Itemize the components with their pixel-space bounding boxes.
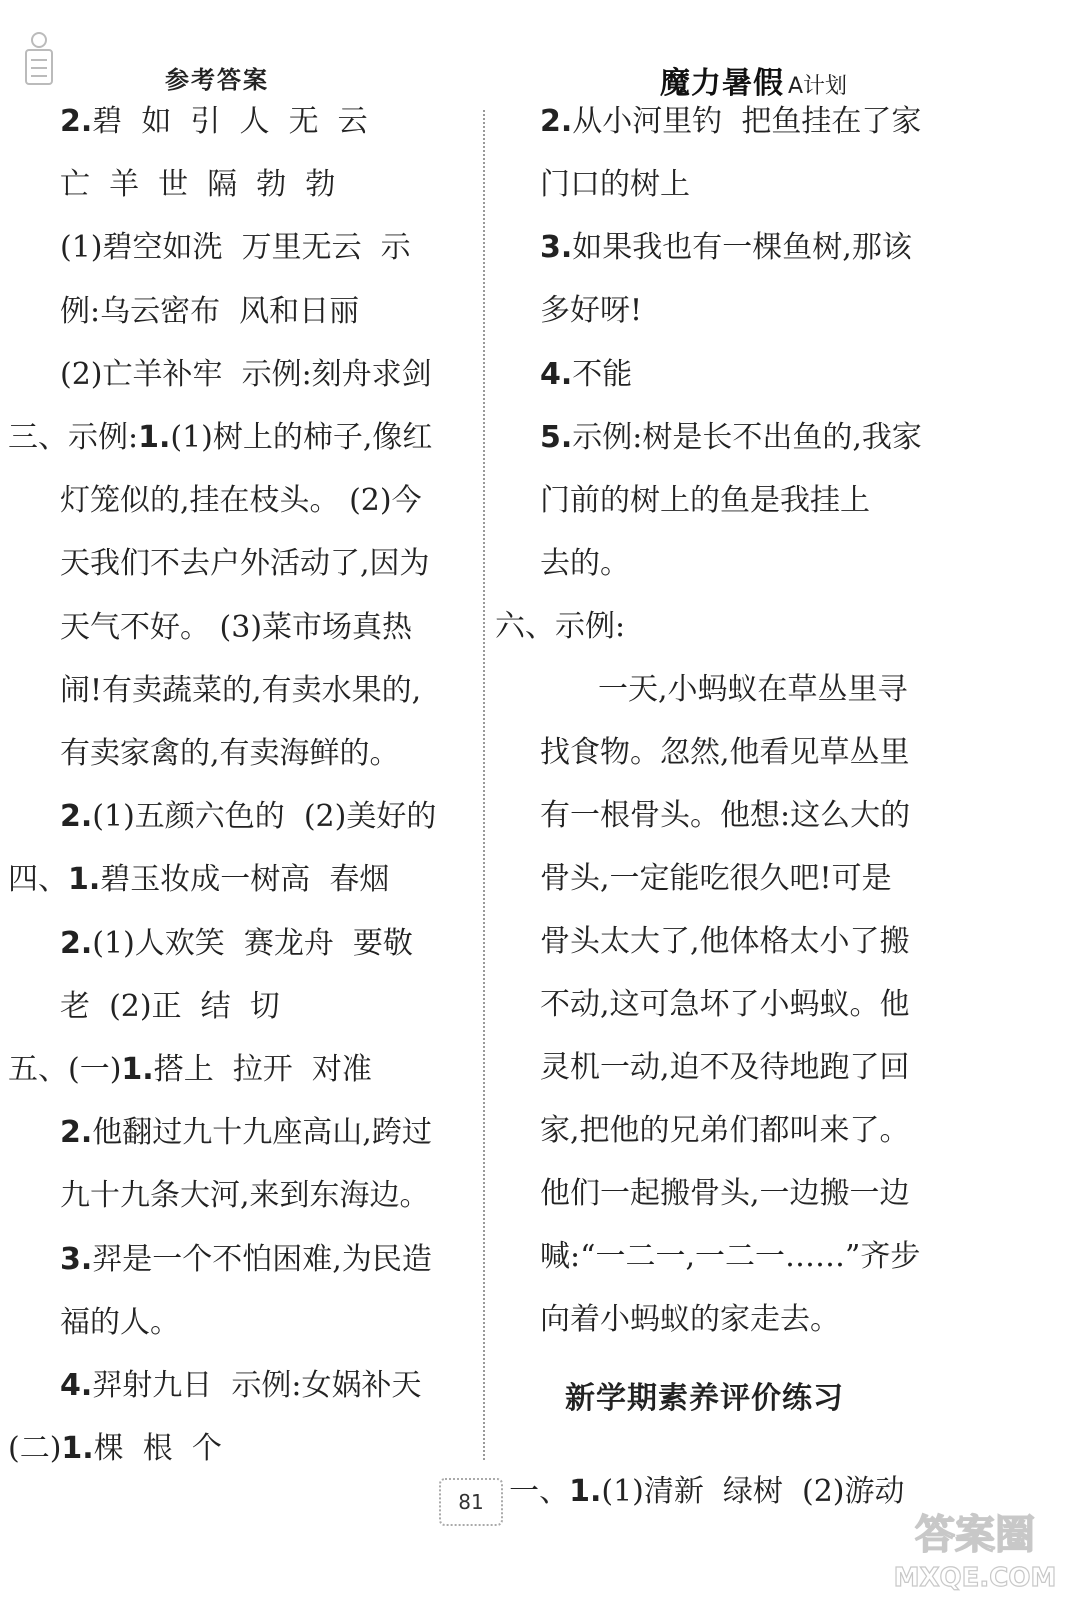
line-prefix: 四、 (8, 862, 68, 898)
answer-line (540, 1300, 840, 1340)
answer-text: 不动,这可急坏了小蚂蚁。他 (540, 987, 910, 1022)
answer-text: 例:乌云密布 风和日丽 (60, 293, 360, 329)
answer-text: 天气不好。 (3)菜市场真热 (60, 609, 413, 645)
answer-line (60, 165, 335, 205)
question-number: 1. (138, 420, 171, 455)
answer-text: 从小河里钓 把鱼挂在了家 (572, 104, 922, 139)
answer-line (60, 1176, 430, 1216)
question-number: 2. (60, 799, 93, 835)
answer-key-title: 参考答案 (165, 66, 269, 94)
answer-text: 老 (2)正 结 切 (60, 988, 280, 1024)
watermark-line1: 答案圈 (915, 1512, 1035, 1558)
line-prefix: 一、 (509, 1474, 570, 1509)
line-prefix: 五、(一) (8, 1052, 122, 1087)
answer-line (60, 1113, 432, 1153)
answer-text: (1)五颜六色的 (2)美好的 (92, 799, 437, 835)
brand-name: 魔力暑假 (660, 66, 784, 101)
answer-line (598, 670, 908, 710)
answer-line (60, 228, 411, 268)
answer-text: 他翻过九十九座高山,跨过 (92, 1115, 432, 1151)
answer-text: 羿射九日 示例:女娲补天 (92, 1368, 422, 1403)
brand-suffix: A计划 (788, 74, 848, 99)
question-number: 2. (540, 104, 573, 139)
answer-line (8, 418, 432, 458)
answer-line (540, 228, 912, 268)
answer-text: 闹!有卖蔬菜的,有卖水果的, (60, 672, 422, 708)
question-number: 1. (68, 862, 101, 898)
answer-text: 门口的树上 (540, 167, 690, 202)
answer-text: 天我们不去户外活动了,因为 (60, 546, 430, 582)
question-number: 3. (60, 1241, 93, 1277)
watermark-line2: MXQE.COM (893, 1563, 1057, 1593)
answer-line (540, 1048, 910, 1088)
answer-text: 棵 根 个 (93, 1431, 222, 1467)
answer-line (60, 608, 412, 648)
answer-text: (2)亡羊补牢 示例:刻舟求剑 (60, 356, 432, 392)
answer-line (540, 1111, 910, 1151)
answer-text: 亡 羊 世 隔 勃 勃 (60, 167, 336, 203)
answer-line (60, 924, 413, 964)
answer-line (60, 734, 400, 774)
answer-text: 他们一起搬骨头,一边搬一边 (540, 1176, 910, 1211)
answer-line (60, 544, 430, 584)
watermark-logo (875, 1500, 1075, 1595)
answer-line (540, 922, 910, 962)
question-number: 5. (540, 420, 573, 455)
answer-line (60, 671, 421, 711)
answer-line (8, 860, 389, 900)
book-logo-icon (22, 30, 56, 88)
answer-line (495, 607, 625, 647)
answer-text: 碧 如 引 人 无 云 (92, 104, 368, 139)
answer-line (60, 987, 280, 1027)
answer-text: 搭上 拉开 对准 (153, 1052, 372, 1087)
answer-text: 不能 (572, 357, 633, 392)
answer-text: 喊:“一二一,一二一……”齐步 (540, 1239, 921, 1274)
answer-text: 向着小蚂蚁的家走去。 (540, 1302, 840, 1337)
brand-title (660, 58, 847, 102)
answer-line (540, 733, 910, 773)
answer-text: 骨头太大了,他体格太小了搬 (540, 924, 910, 959)
answer-line (60, 355, 432, 395)
answer-line (60, 797, 436, 837)
answer-line (540, 985, 910, 1025)
answer-text: 去的。 (540, 546, 630, 581)
answer-line (540, 481, 870, 521)
line-prefix: (二) (8, 1431, 62, 1467)
answer-line (60, 1240, 432, 1280)
line-prefix: 六、示例: (495, 609, 626, 644)
question-number: 1. (569, 1474, 602, 1509)
answer-text: 碧玉妆成一树高 春烟 (100, 862, 390, 898)
answer-text: 示例:树是长不出鱼的,我家 (572, 420, 922, 455)
answer-text: 门前的树上的鱼是我挂上 (540, 483, 870, 518)
answer-text: 一天,小蚂蚁在草丛里寻 (598, 672, 908, 707)
column-divider (483, 110, 485, 1460)
question-number: 1. (61, 1431, 94, 1467)
answer-line (8, 1429, 222, 1469)
answer-line (540, 165, 690, 205)
answer-line (540, 102, 921, 142)
question-number: 4. (60, 1368, 93, 1403)
question-number: 4. (540, 357, 573, 392)
answer-text: 有卖家禽的,有卖海鲜的。 (60, 736, 400, 771)
answer-text: 九十九条大河,来到东海边。 (60, 1178, 430, 1214)
question-number: 2. (60, 1115, 93, 1151)
line-prefix: 三、示例: (8, 420, 139, 455)
answer-line (60, 292, 359, 332)
answer-text: 家,把他的兄弟们都叫来了。 (540, 1113, 910, 1148)
answer-line (60, 1366, 421, 1406)
section-title: 新学期素养评价练习 (565, 1381, 844, 1416)
answer-line (540, 859, 892, 899)
answer-line (60, 102, 368, 142)
answer-line (540, 291, 642, 331)
question-number: 2. (60, 925, 93, 961)
answer-line (540, 544, 630, 584)
answer-text: 如果我也有一棵鱼树,那该 (572, 230, 912, 265)
answer-line (60, 481, 422, 521)
answer-text: (1)碧空如洗 万里无云 示 (60, 230, 411, 266)
question-number: 1. (121, 1052, 154, 1087)
answer-text: 多好呀! (540, 293, 643, 328)
answer-line (490, 1432, 905, 1512)
answer-line (60, 1303, 180, 1343)
answer-text: (1)人欢笑 赛龙舟 要敬 (92, 925, 413, 961)
answer-text: 找食物。忽然,他看见草丛里 (540, 735, 910, 770)
answer-text: 羿是一个不怕困难,为民造 (92, 1241, 432, 1277)
answer-text: 福的人。 (60, 1304, 180, 1340)
answer-text: (1)树上的柿子,像红 (170, 420, 433, 455)
answer-text: 灯笼似的,挂在枝头。 (2)今 (60, 483, 422, 519)
answer-text: 有一根骨头。他想:这么大的 (540, 798, 911, 833)
answer-line (540, 1237, 920, 1277)
answer-text: 灵机一动,迫不及待地跑了回 (540, 1050, 910, 1085)
answer-line (8, 1050, 372, 1090)
answer-line (540, 796, 910, 836)
answer-line (540, 1174, 910, 1214)
answer-text: (1)清新 绿树 (2)游动 (601, 1474, 905, 1509)
answer-line (540, 418, 922, 458)
question-number: 2. (60, 104, 93, 139)
answer-line (540, 355, 632, 395)
answer-text: 骨头,一定能吃很久吧!可是 (540, 861, 892, 896)
page-number: 81 (439, 1478, 503, 1526)
question-number: 3. (540, 230, 573, 265)
